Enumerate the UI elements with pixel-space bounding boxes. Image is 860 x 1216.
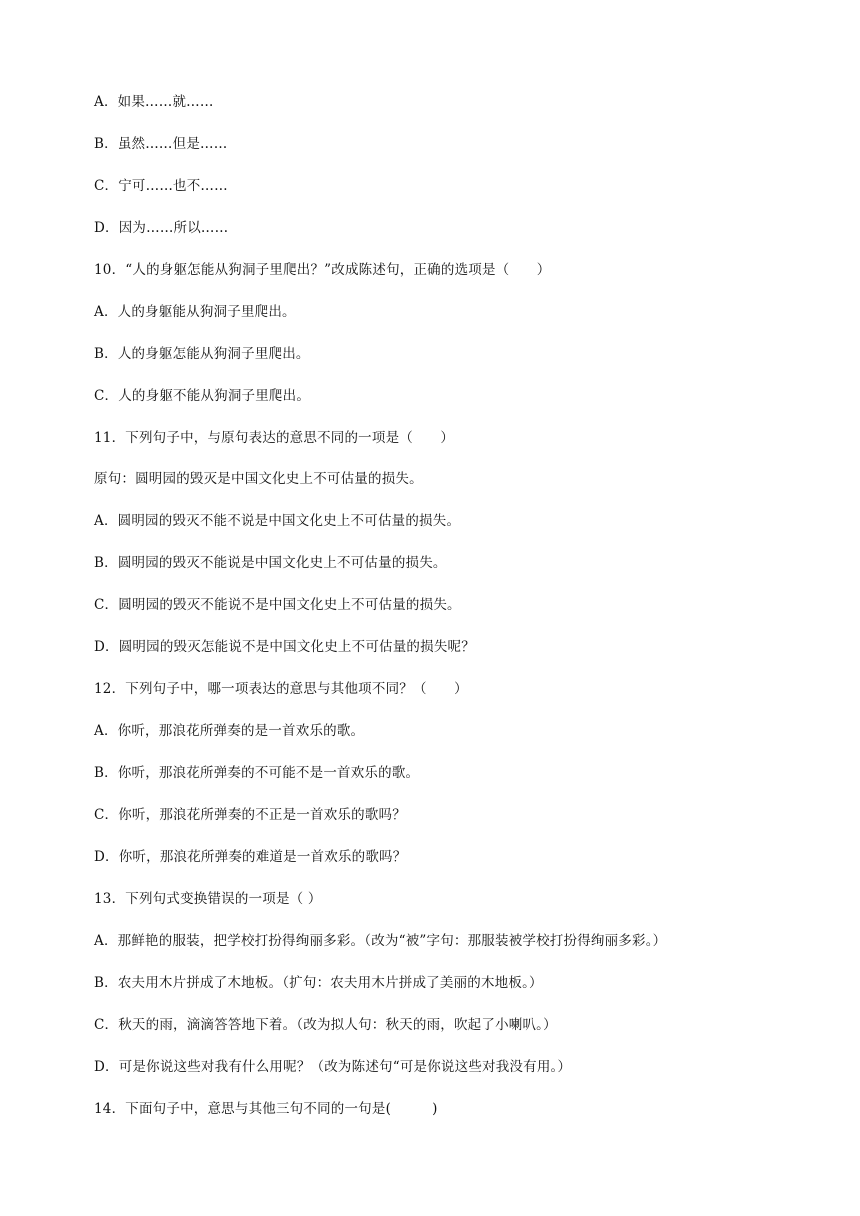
q11-option-b: B．圆明园的毁灭不能说是中国文化史上不可估量的损失。 xyxy=(94,555,447,571)
q13-option-b: B．农夫用木片拼成了木地板。（扩句：农夫用木片拼成了美丽的木地板。） xyxy=(94,975,543,991)
q12-option-d: D．你听，那浪花所弹奏的难道是一首欢乐的歌吗？ xyxy=(94,849,407,865)
q13-option-d: D．可是你说这些对我有什么用呢？（改为陈述句“可是你说这些对我没有用。） xyxy=(94,1059,572,1075)
q11-original: 原句：圆明园的毁灭是中国文化史上不可估量的损失。 xyxy=(94,471,423,487)
question-12: 12．下列句子中，哪一项表达的意思与其他项不同？（ ） xyxy=(94,681,468,697)
q12-option-c: C．你听，那浪花所弹奏的不正是一首欢乐的歌吗？ xyxy=(94,807,406,823)
question-14: 14．下面句子中，意思与其他三句不同的一句是( ) xyxy=(94,1101,438,1117)
q10-option-c: C．人的身躯不能从狗洞子里爬出。 xyxy=(94,388,311,404)
q11-option-d: D．圆明园的毁灭怎能说不是中国文化史上不可估量的损失呢？ xyxy=(94,639,475,655)
question-10: 10．“人的身躯怎能从狗洞子里爬出？”改成陈述句，正确的选项是（ ） xyxy=(94,262,551,278)
option-d-line: D．因为……所以…… xyxy=(94,220,229,236)
q11-option-c: C．圆明园的毁灭不能说不是中国文化史上不可估量的损失。 xyxy=(94,597,461,613)
q13-option-a: A．那鲜艳的服装，把学校打扮得绚丽多彩。（改为“被”字句：那服装被学校打扮得绚丽多彩。） xyxy=(94,933,667,949)
q12-option-a: A．你听，那浪花所弹奏的是一首欢乐的歌。 xyxy=(94,723,365,739)
q11-option-a: A．圆明园的毁灭不能不说是中国文化史上不可估量的损失。 xyxy=(94,513,461,529)
question-11: 11．下列句子中，与原句表达的意思不同的一项是（ ） xyxy=(94,430,455,446)
q10-option-b: B．人的身躯怎能从狗洞子里爬出。 xyxy=(94,346,310,362)
option-a-line: A．如果……就…… xyxy=(94,94,214,110)
question-13: 13．下列句式变换错误的一项是（ ） xyxy=(94,891,322,907)
q12-option-b: B．你听，那浪花所弹奏的不可能不是一首欢乐的歌。 xyxy=(94,765,420,781)
q10-option-a: A．人的身躯能从狗洞子里爬出。 xyxy=(94,304,296,320)
q13-option-c: C．秋天的雨，滴滴答答地下着。（改为拟人句：秋天的雨，吹起了小喇叭。） xyxy=(94,1017,557,1033)
option-b-line: B．虽然……但是…… xyxy=(94,136,228,152)
option-c-line: C．宁可……也不…… xyxy=(94,178,228,194)
